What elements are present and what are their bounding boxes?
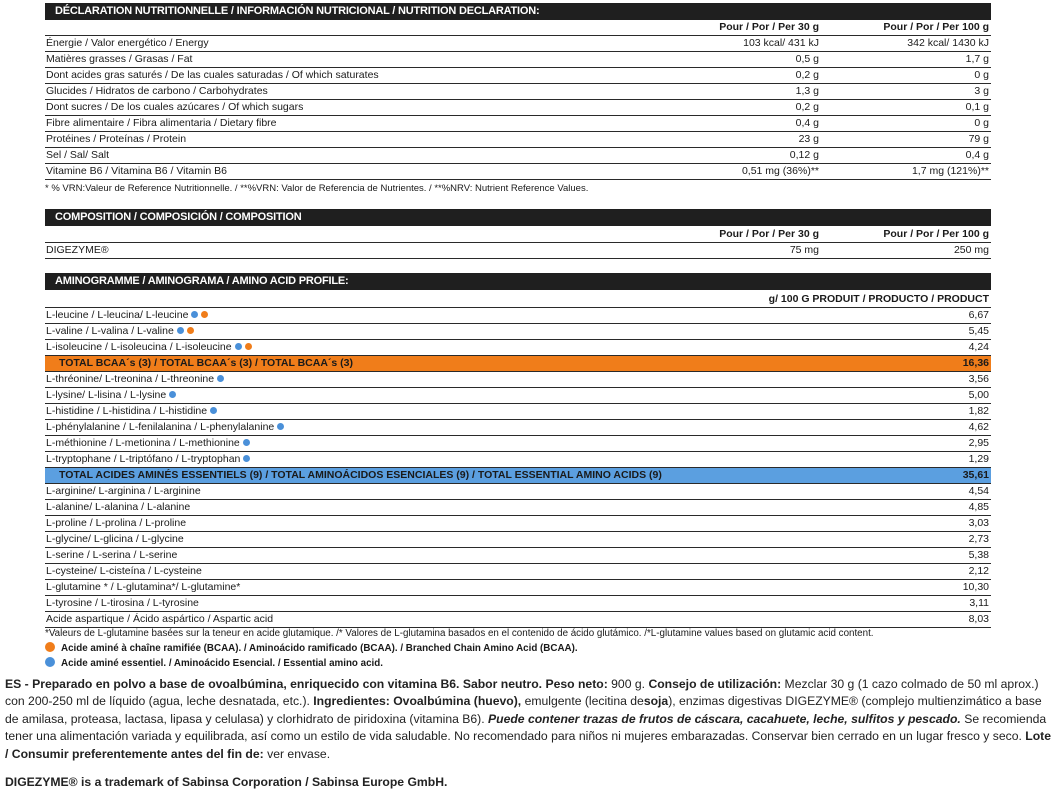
- value-per-30g: 103 kcal/ 431 kJ: [743, 37, 819, 49]
- amino-value: 5,38: [968, 549, 989, 561]
- amino-value: 35,61: [962, 469, 989, 481]
- value-per-100g: 0 g: [974, 69, 989, 81]
- value-per-100g: 250 mg: [953, 244, 989, 256]
- value-per-30g: 0,2 g: [795, 101, 819, 113]
- amino-label: [45, 564, 911, 579]
- amino-row: [45, 612, 991, 628]
- amino-total-row: [45, 468, 991, 484]
- desc-use-label: Consejo de utilización:: [648, 677, 782, 691]
- amino-value: 4,85: [968, 501, 989, 513]
- amino-row: [45, 324, 991, 340]
- amino-label: [59, 468, 911, 483]
- amino-label: [45, 580, 911, 595]
- amino-row: [45, 340, 991, 356]
- amino-row: [45, 548, 991, 564]
- amino-label-text: L-phénylalanine / L-fenilalanina / L-phenylalanine: [46, 421, 275, 433]
- amino-label: [45, 532, 911, 547]
- amino-unit-header: g/ 100 G PRODUIT / PRODUCTO / PRODUCT: [768, 293, 989, 305]
- desc-net-label: Peso neto:: [545, 677, 608, 691]
- blue-dot-icon: [277, 423, 284, 430]
- amino-value: 2,95: [968, 437, 989, 449]
- nutrition-rows: [45, 36, 991, 180]
- nutrient-label: Sel / Sal/ Salt: [46, 149, 110, 161]
- nutrition-header: DÉCLARATION NUTRITIONNELLE / INFORMACIÓN NUTRICIONAL / NUTRITION DECLARATION:: [45, 3, 991, 20]
- amino-value: 2,12: [968, 565, 989, 577]
- blue-dot-icon: [177, 327, 184, 334]
- amino-value: 2,73: [968, 533, 989, 545]
- composition-rows: [45, 243, 991, 259]
- value-per-30g: 1,3 g: [795, 85, 819, 97]
- amino-label: [45, 388, 911, 403]
- amino-label: [45, 420, 911, 435]
- amino-label: [45, 500, 911, 515]
- desc-lot-label: Lote / Consumir preferentemente antes del fin de:: [5, 729, 1052, 761]
- nutrient-label: Dont sucres / De los cuales azúcares / Of which sugars: [46, 101, 304, 113]
- amino-row: [45, 372, 991, 388]
- amino-row: [45, 484, 991, 500]
- orange-dot-icon: [245, 343, 252, 350]
- desc-ing-b: emulgente (lecitina de: [524, 694, 644, 709]
- col-100g-header: Pour / Por / Per 100 g: [883, 21, 989, 33]
- amino-value: 5,45: [968, 325, 989, 337]
- amino-row: [45, 420, 991, 436]
- amino-label: [45, 436, 911, 451]
- amino-value: 6,67: [968, 309, 989, 321]
- nutrient-label: Glucides / Hidratos de carbono / Carbohydrates: [46, 85, 268, 97]
- nutrient-label: Fibre alimentaire / Fibra alimentaria / Dietary fibre: [46, 117, 277, 129]
- nutrient-label: Vitamine B6 / Vitamina B6 / Vitamin B6: [46, 165, 227, 177]
- amino-label-text: L-proline / L-prolina / L-proline: [46, 517, 187, 529]
- nutrition-row: [45, 164, 991, 180]
- composition-table: [45, 209, 991, 259]
- amino-label: [45, 324, 911, 339]
- amino-row: [45, 596, 991, 612]
- amino-label: [45, 612, 911, 627]
- amino-value: 4,62: [968, 421, 989, 433]
- amino-row: [45, 500, 991, 516]
- desc-lead: ES - Preparado en polvo a base de ovoalbúmina, enriquecido con vitamina B6. Sabor neutro.: [5, 677, 543, 691]
- desc-lot-text: ver envase.: [267, 746, 331, 761]
- amino-label-text: L-isoleucine / L-isoleucina / L-isoleucine: [46, 341, 232, 353]
- amino-table: [45, 273, 991, 628]
- composition-col-headers: [45, 227, 991, 243]
- orange-dot-icon: [187, 327, 194, 334]
- nutrition-row: [45, 36, 991, 52]
- blue-dot-icon: [235, 343, 242, 350]
- value-per-30g: 0,5 g: [795, 53, 819, 65]
- nutrition-footnote: * % VRN:Valeur de Reference Nutritionnelle. / **%VRN: Valor de Referencia de Nutrientes. / **%NRV: Nutrient Reference Values.: [45, 183, 589, 194]
- amino-label-text: L-glycine/ L-glicina / L-glycine: [46, 533, 184, 545]
- amino-label-text: TOTAL ACIDES AMINÉS ESSENTIELS (9) / TOTAL AMINOÁCIDOS ESENCIALES (9) / TOTAL ESSENTIAL AMINO ACIDS (9): [59, 469, 662, 481]
- amino-label-text: L-lysine/ L-lisina / L-lysine: [46, 389, 167, 401]
- amino-row: [45, 516, 991, 532]
- amino-row: [45, 308, 991, 324]
- amino-label-text: Acide aspartique / Ácido aspártico / Aspartic acid: [46, 613, 274, 625]
- blue-dot-icon: [45, 657, 55, 667]
- value-per-100g: 1,7 mg (121%)**: [911, 165, 989, 177]
- amino-label-text: L-thréonine/ L-treonina / L-threonine: [46, 373, 215, 385]
- amino-label: [45, 308, 911, 323]
- amino-label: [45, 452, 911, 467]
- col-30g-header: Pour / Por / Per 30 g: [719, 228, 819, 240]
- amino-row: [45, 580, 991, 596]
- value-per-100g: 79 g: [968, 133, 989, 145]
- desc-ing-label: Ingredientes:: [313, 694, 390, 709]
- nutrition-row: [45, 132, 991, 148]
- amino-value: 4,24: [968, 341, 989, 353]
- value-per-30g: 0,2 g: [795, 69, 819, 81]
- amino-value: 10,30: [962, 581, 989, 593]
- orange-dot-icon: [201, 311, 208, 318]
- value-per-100g: 0,4 g: [965, 149, 989, 161]
- amino-value: 1,82: [968, 405, 989, 417]
- legend-essential: [45, 657, 383, 671]
- col-30g-header: Pour / Por / Per 30 g: [719, 21, 819, 33]
- amino-label: [45, 372, 911, 387]
- amino-label-text: TOTAL BCAA´s (3) / TOTAL BCAA´s (3) / TOTAL BCAA´s (3): [59, 357, 354, 369]
- nutrition-table: [45, 3, 991, 180]
- amino-label-text: L-tryptophane / L-triptófano / L-tryptophan: [46, 453, 241, 465]
- amino-value: 16,36: [962, 357, 989, 369]
- desc-ing-a: Ovoalbúmina (huevo),: [393, 694, 522, 709]
- amino-total-row: [45, 356, 991, 372]
- composition-row: [45, 243, 991, 259]
- amino-label-text: L-alanine/ L-alanina / L-alanine: [46, 501, 191, 513]
- nutrition-row: [45, 52, 991, 68]
- amino-row: [45, 564, 991, 580]
- amino-row: [45, 532, 991, 548]
- nutrition-row: [45, 148, 991, 164]
- value-per-30g: 75 mg: [789, 244, 819, 256]
- trademark-note: DIGEZYME® is a trademark of Sabinsa Corporation / Sabinsa Europe GmbH.: [5, 775, 448, 789]
- value-per-30g: 23 g: [798, 133, 819, 145]
- amino-label-text: L-leucine / L-leucina/ L-leucine: [46, 309, 189, 321]
- amino-label-text: L-arginine/ L-arginina / L-arginine: [46, 485, 201, 497]
- value-per-100g: 342 kcal/ 1430 kJ: [907, 37, 989, 49]
- nutrient-label: Énergie / Valor energético / Energy: [46, 37, 209, 49]
- value-per-30g: 0,12 g: [789, 149, 819, 161]
- amino-value: 8,03: [968, 613, 989, 625]
- nutrient-label: Matières grasses / Grasas / Fat: [46, 53, 193, 65]
- nutrition-row: [45, 68, 991, 84]
- col-100g-header: Pour / Por / Per 100 g: [883, 228, 989, 240]
- blue-dot-icon: [191, 311, 198, 318]
- amino-value: 3,03: [968, 517, 989, 529]
- amino-header: AMINOGRAMME / AMINOGRAMA / AMINO ACID PROFILE:: [45, 273, 991, 290]
- amino-row: [45, 404, 991, 420]
- blue-dot-icon: [243, 455, 250, 462]
- desc-allergen: Puede contener trazas de frutos de cáscara, cacahuete, leche, sulfitos y pescado.: [488, 711, 961, 726]
- value-per-30g: 0,51 mg (36%)**: [741, 165, 819, 177]
- value-per-30g: 0,4 g: [795, 117, 819, 129]
- value-per-100g: 0,1 g: [965, 101, 989, 113]
- orange-dot-icon: [45, 642, 55, 652]
- amino-label: [59, 356, 911, 371]
- amino-rows: [45, 308, 991, 628]
- desc-ing-c: ), enzimas digestivas DIGEZYME® (complejo multienzimático a base de amilasa, proteasa, lactasa, lipasa y celulasa) y clorhidrato de piridoxina (vitamina B6).: [5, 694, 1042, 726]
- composition-label: DIGEZYME®: [46, 244, 109, 256]
- amino-label: [45, 484, 911, 499]
- amino-row: [45, 436, 991, 452]
- amino-value: 4,54: [968, 485, 989, 497]
- description-paragraph: [5, 676, 1053, 763]
- amino-value: 3,56: [968, 373, 989, 385]
- amino-label: [45, 404, 911, 419]
- legend-bcaa: [45, 642, 578, 656]
- nutrition-row: [45, 84, 991, 100]
- amino-row: [45, 452, 991, 468]
- amino-label-text: L-histidine / L-histidina / L-histidine: [46, 405, 208, 417]
- amino-label: [45, 340, 911, 355]
- amino-value: 1,29: [968, 453, 989, 465]
- amino-footnote: *Valeurs de L-glutamine basées sur la teneur en acide glutamique. /* Valores de L-glutamina basados en el contenido de ácido glutámico. /*L-glutamine values based on glutamic acid content.: [45, 628, 874, 639]
- nutrient-label: Dont acides gras saturés / De las cuales saturadas / Of which saturates: [46, 69, 379, 81]
- blue-dot-icon: [217, 375, 224, 382]
- nutrition-col-headers: [45, 20, 991, 36]
- value-per-100g: 3 g: [974, 85, 989, 97]
- blue-dot-icon: [210, 407, 217, 414]
- amino-label: [45, 596, 911, 611]
- desc-net-value: 900 g.: [611, 677, 646, 691]
- amino-label-text: L-tyrosine / L-tirosina / L-tyrosine: [46, 597, 199, 609]
- desc-ing-soja: soja: [643, 694, 669, 709]
- amino-row: [45, 388, 991, 404]
- legend-bcaa-text: Acide aminé à chaîne ramifiée (BCAA). / Aminoácido ramificado (BCAA). / Branched Chain Amino Acid (BCAA).: [61, 643, 578, 654]
- nutrition-row: [45, 116, 991, 132]
- amino-label-text: L-cysteine/ L-cisteína / L-cysteine: [46, 565, 202, 577]
- nutrient-label: Protéines / Proteínas / Protein: [46, 133, 187, 145]
- amino-label: [45, 548, 911, 563]
- composition-header: COMPOSITION / COMPOSICIÓN / COMPOSITION: [45, 209, 991, 226]
- blue-dot-icon: [243, 439, 250, 446]
- value-per-100g: 0 g: [974, 117, 989, 129]
- value-per-100g: 1,7 g: [965, 53, 989, 65]
- amino-label-text: L-valine / L-valina / L-valine: [46, 325, 174, 337]
- amino-value: 5,00: [968, 389, 989, 401]
- nutrition-row: [45, 100, 991, 116]
- legend-essential-text: Acide aminé essentiel. / Aminoácido Esencial. / Essential amino acid.: [61, 658, 383, 669]
- desc-tail: Se recomienda tener una alimentación variada y equilibrada, así como un estilo de vida saludable. No recomendado para niños ni mujeres embarazadas. Conservar bien cerrado en un lugar fresco y seco.: [5, 711, 1047, 744]
- amino-value: 3,11: [969, 597, 989, 609]
- blue-dot-icon: [169, 391, 176, 398]
- amino-label-text: L-méthionine / L-metionina / L-methionine: [46, 437, 240, 449]
- amino-col-header: [45, 290, 991, 308]
- amino-label-text: L-glutamine * / L-glutamina*/ L-glutamine*: [46, 581, 241, 593]
- amino-label: [45, 516, 911, 531]
- amino-label-text: L-serine / L-serina / L-serine: [46, 549, 178, 561]
- desc-use-text: Mezclar 30 g (1 cazo colmado de 50 ml aprox.) con 200-250 ml de líquido (agua, leche desnatada, etc.).: [5, 677, 1039, 709]
